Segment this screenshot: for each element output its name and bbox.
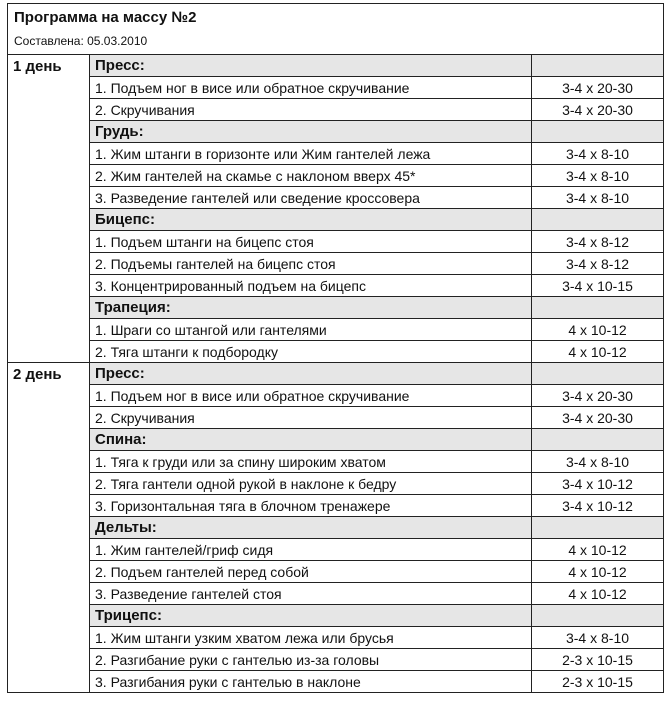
exercise-sets-reps: 3-4 х 8-10 [532,627,664,649]
exercise-row [8,165,664,187]
exercise-row [8,583,664,605]
exercise-sets-reps: 4 х 10-12 [532,583,664,605]
muscle-group-sets-cell [532,121,664,143]
exercise-sets-reps: 4 х 10-12 [532,319,664,341]
exercise-row [8,253,664,275]
exercise-row [8,99,664,121]
exercise-sets-reps: 3-4 х 10-15 [532,275,664,297]
exercise-sets-reps: 3-4 х 8-10 [532,143,664,165]
muscle-group-name: Грудь: [90,121,532,143]
exercise-row [8,143,664,165]
exercise-sets-reps: 3-4 х 8-10 [532,165,664,187]
exercise-row [8,473,664,495]
exercise-row [8,649,664,671]
exercise-sets-reps: 3-4 х 10-12 [532,495,664,517]
muscle-group-sets-cell [532,605,664,627]
exercise-name: 1. Жим штанги в горизонте или Жим гантелей лежа [90,143,532,165]
muscle-group-name: Бицепс: [90,209,532,231]
exercise-name: 1. Тяга к груди или за спину широким хватом [90,451,532,473]
exercise-sets-reps: 4 х 10-12 [532,341,664,363]
muscle-group-sets-cell [532,517,664,539]
group-row [8,363,664,385]
group-row [8,517,664,539]
exercise-row [8,671,664,693]
exercise-sets-reps: 4 х 10-12 [532,561,664,583]
exercise-name: 2. Скручивания [90,99,532,121]
exercise-name: 1. Жим гантелей/гриф сидя [90,539,532,561]
workout-table [7,3,664,693]
exercise-row [8,385,664,407]
exercise-name: 3. Горизонтальная тяга в блочном тренажере [90,495,532,517]
exercise-name: 1. Подъем ног в висе или обратное скручивание [90,77,532,99]
group-row [8,121,664,143]
exercise-row [8,275,664,297]
exercise-row [8,627,664,649]
exercise-name: 2. Тяга гантели одной рукой в наклоне к бедру [90,473,532,495]
exercise-sets-reps: 3-4 х 10-12 [532,473,664,495]
exercise-row [8,539,664,561]
exercise-sets-reps: 3-4 х 8-10 [532,451,664,473]
muscle-group-name: Трапеция: [90,297,532,319]
group-row [8,209,664,231]
exercise-sets-reps: 4 х 10-12 [532,539,664,561]
group-row [8,55,664,77]
exercise-name: 1. Подъем штанги на бицепс стоя [90,231,532,253]
header-cell [8,4,664,55]
exercise-row [8,561,664,583]
exercise-row [8,407,664,429]
workout-table-body [8,4,664,693]
exercise-name: 2. Скручивания [90,407,532,429]
exercise-sets-reps: 3-4 х 20-30 [532,385,664,407]
header-row [8,4,664,55]
muscle-group-sets-cell [532,363,664,385]
group-row [8,605,664,627]
group-row [8,297,664,319]
exercise-sets-reps: 3-4 х 20-30 [532,99,664,121]
exercise-row [8,77,664,99]
exercise-name: 3. Концентрированный подъем на бицепс [90,275,532,297]
muscle-group-sets-cell [532,55,664,77]
exercise-row [8,495,664,517]
exercise-sets-reps: 2-3 х 10-15 [532,649,664,671]
muscle-group-name: Пресс: [90,363,532,385]
workout-sheet [7,3,663,693]
exercise-sets-reps: 3-4 х 8-12 [532,231,664,253]
muscle-group-name: Дельты: [90,517,532,539]
created-date: Составлена: 05.03.2010 [14,34,148,48]
exercise-name: 2. Разгибание руки с гантелью из-за головы [90,649,532,671]
exercise-name: 3. Разгибания руки с гантелью в наклоне [90,671,532,693]
exercise-sets-reps: 3-4 х 20-30 [532,77,664,99]
exercise-name: 2. Подъем гантелей перед собой [90,561,532,583]
exercise-row [8,231,664,253]
exercise-name: 1. Подъем ног в висе или обратное скручивание [90,385,532,407]
exercise-sets-reps: 3-4 х 8-10 [532,187,664,209]
exercise-row [8,319,664,341]
exercise-name: 2. Подъемы гантелей на бицепс стоя [90,253,532,275]
exercise-name: 1. Жим штанги узким хватом лежа или брусья [90,627,532,649]
exercise-name: 3. Разведение гантелей или сведение кроссовера [90,187,532,209]
day-label: 1 день [8,55,90,363]
exercise-row [8,451,664,473]
muscle-group-name: Пресс: [90,55,532,77]
group-row [8,429,664,451]
muscle-group-name: Спина: [90,429,532,451]
exercise-name: 2. Жим гантелей на скамье с наклоном вверх 45* [90,165,532,187]
exercise-row [8,187,664,209]
exercise-sets-reps: 3-4 х 8-12 [532,253,664,275]
exercise-sets-reps: 3-4 х 20-30 [532,407,664,429]
exercise-name: 1. Шраги со штангой или гантелями [90,319,532,341]
program-title: Программа на массу №2 [14,9,197,26]
exercise-row [8,341,664,363]
muscle-group-sets-cell [532,209,664,231]
day-label: 2 день [8,363,90,693]
exercise-sets-reps: 2-3 х 10-15 [532,671,664,693]
exercise-name: 3. Разведение гантелей стоя [90,583,532,605]
muscle-group-sets-cell [532,429,664,451]
exercise-name: 2. Тяга штанги к подбородку [90,341,532,363]
muscle-group-name: Трицепс: [90,605,532,627]
muscle-group-sets-cell [532,297,664,319]
